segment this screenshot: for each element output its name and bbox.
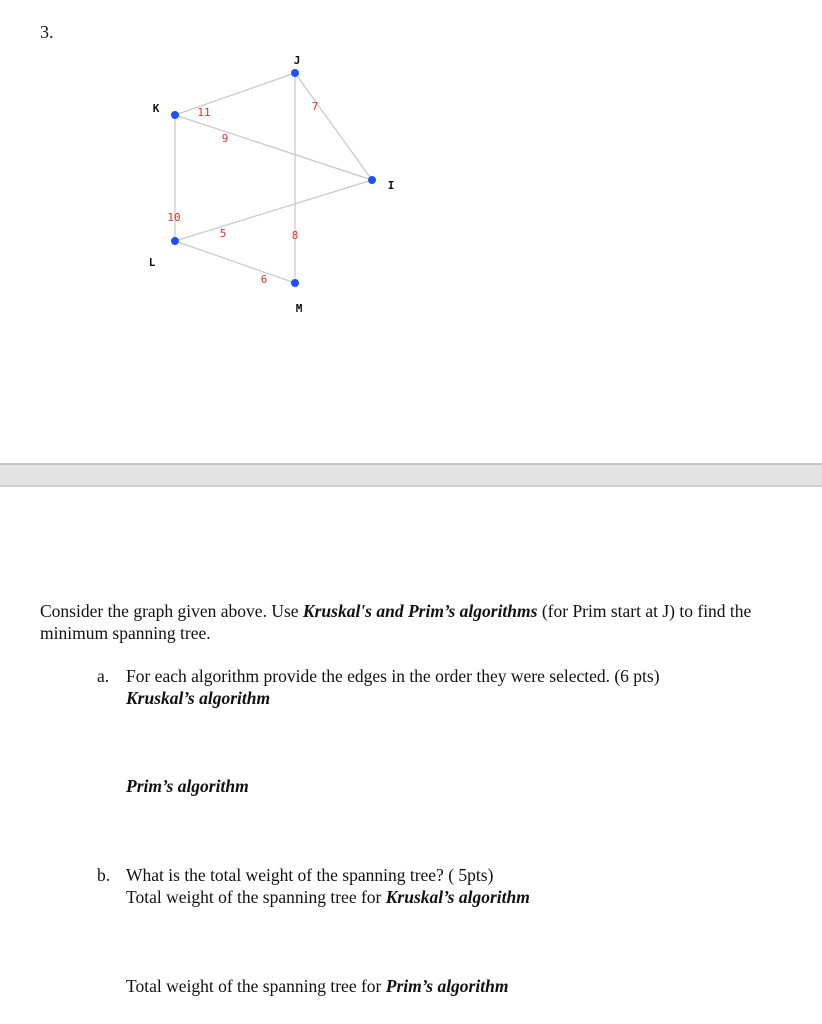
section-divider bbox=[0, 463, 822, 487]
question-prompt bbox=[40, 600, 780, 644]
node-label-J: J bbox=[293, 54, 301, 67]
part-b-marker: b. bbox=[97, 865, 111, 885]
node-L bbox=[171, 237, 179, 245]
edge-J-I bbox=[295, 73, 372, 180]
part-a bbox=[97, 665, 660, 687]
prompt-algorithms: Kruskal's and Prim’s algorithms bbox=[302, 601, 538, 621]
part-a-marker: a. bbox=[97, 666, 110, 686]
edge-weight-K-L: 10 bbox=[167, 211, 181, 224]
edge-weight-K-I: 9 bbox=[221, 132, 229, 145]
part-b-text: What is the total weight of the spanning tree? ( 5pts) bbox=[126, 865, 494, 885]
edge-K-J bbox=[175, 73, 295, 115]
kruskal-total-text: Total weight of the spanning tree for bbox=[126, 887, 386, 907]
part-a-text: For each algorithm provide the edges in the order they were selected. (6 pts) bbox=[126, 666, 660, 686]
prompt-text-pre: Consider the graph given above. Use bbox=[40, 601, 303, 621]
part-b bbox=[97, 864, 493, 886]
prompt-text-post: (for Prim start at J) to find the minimum spanning tree. bbox=[40, 601, 752, 643]
edge-weight-K-J: 11 bbox=[197, 106, 211, 119]
node-label-I: I bbox=[387, 179, 395, 192]
edge-weight-J-M: 8 bbox=[291, 229, 299, 242]
edge-L-I bbox=[175, 180, 372, 241]
prim-total-line bbox=[126, 975, 508, 997]
prim-heading: Prim’s algorithm bbox=[126, 776, 249, 796]
node-label-K: K bbox=[152, 102, 160, 115]
node-J bbox=[291, 69, 299, 77]
graph-diagram bbox=[0, 0, 822, 460]
node-M bbox=[291, 279, 299, 287]
edge-weight-J-I: 7 bbox=[311, 100, 319, 113]
kruskal-total-line bbox=[126, 886, 530, 908]
edge-weight-L-M: 6 bbox=[260, 273, 268, 286]
node-K bbox=[171, 111, 179, 119]
prim-total-text: Total weight of the spanning tree for bbox=[126, 976, 386, 996]
edge-K-I bbox=[175, 115, 372, 180]
kruskal-heading: Kruskal’s algorithm bbox=[126, 688, 271, 708]
node-label-L: L bbox=[148, 256, 156, 269]
node-label-M: M bbox=[295, 302, 303, 315]
kruskal-total-emph: Kruskal’s algorithm bbox=[385, 887, 530, 907]
question-number: 3. bbox=[40, 22, 54, 42]
prim-total-emph: Prim’s algorithm bbox=[385, 976, 509, 996]
edge-weight-L-I: 5 bbox=[219, 227, 227, 240]
edge-L-M bbox=[175, 241, 295, 283]
node-I bbox=[368, 176, 376, 184]
